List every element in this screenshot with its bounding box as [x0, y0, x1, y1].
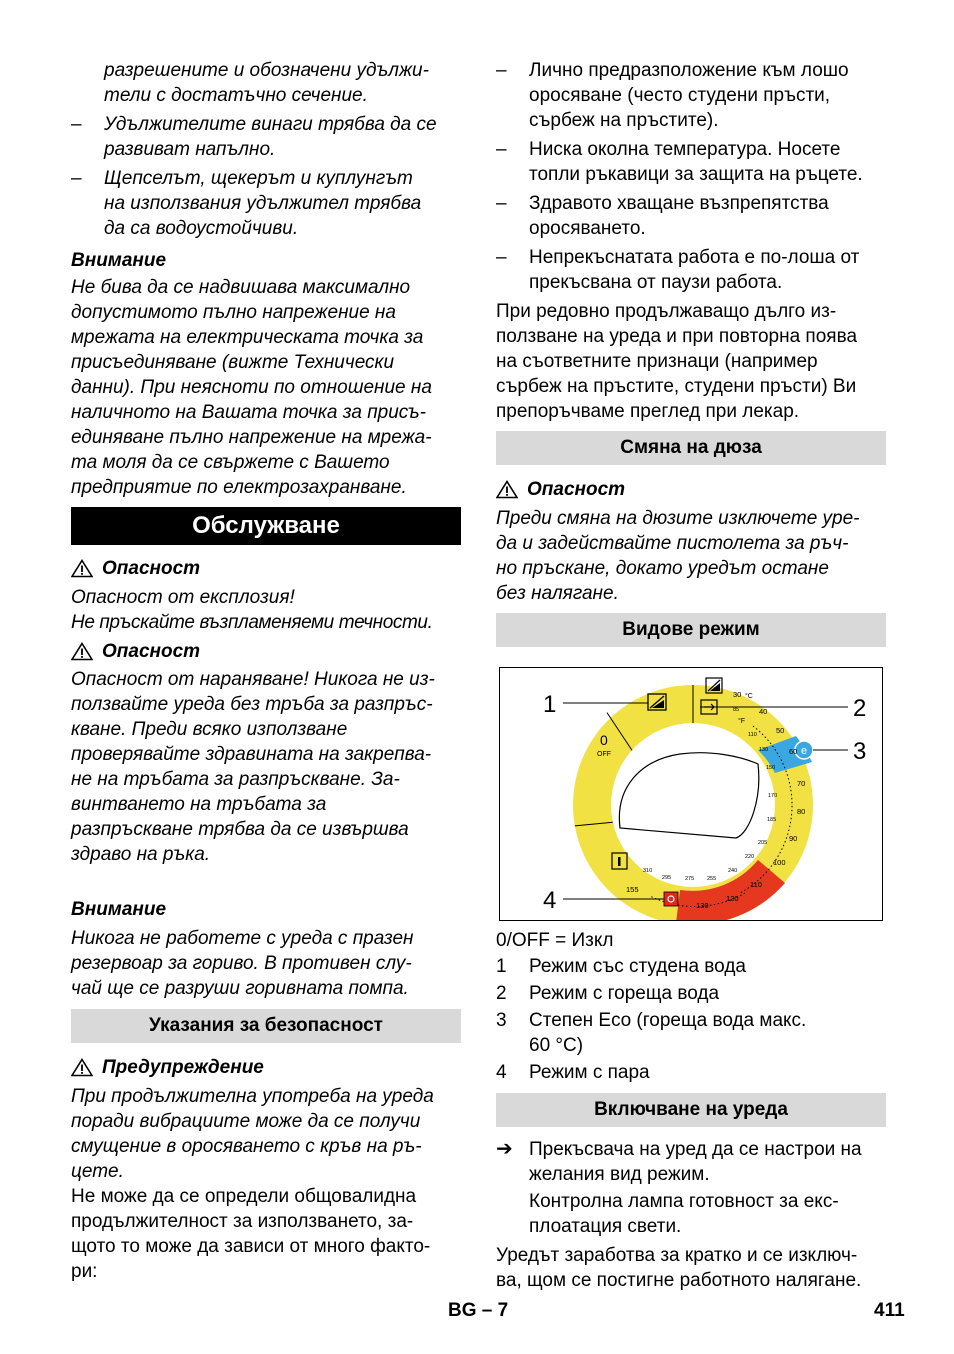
scale-label: 30 — [733, 690, 742, 699]
callout-3: 3 — [853, 738, 867, 765]
warning-text: При продължителна употреба на уреда поради вибрациите може да се получи смущение в оросяването с кръв на ръ- цете. — [71, 1086, 434, 1182]
scale-label: 100 — [773, 858, 786, 867]
scale-label: 90 — [789, 834, 798, 843]
off-digit: 0 — [600, 732, 608, 748]
scale-label: 70 — [797, 779, 806, 788]
left-column — [71, 58, 461, 1284]
scale-label: 275 — [685, 876, 695, 882]
section-heading-safety: Указания за безопасност — [71, 1009, 461, 1043]
body-text: При редовно продължаващо дълго из- ползване на уреда и при повторна поява на съответните признаци (например сърбеж на пръстите, студени пръсти) Ви препоръчваме преглед при лекар. — [496, 301, 858, 422]
mode-selector-diagram — [499, 667, 883, 921]
danger-text: Преди смяна на дюзите изключете уре- да и задействайте пистолета за ръч- но пръскане, докато уредът остане без налягане. — [496, 508, 860, 604]
scale-label: 130 — [759, 747, 769, 753]
warning-triangle-icon — [71, 1058, 93, 1077]
danger-heading: Опасност — [71, 639, 461, 664]
warning-triangle-icon — [71, 642, 93, 661]
scale-label: 60 — [789, 747, 798, 756]
scale-label: 220 — [745, 854, 755, 860]
list-item: – Здравото хващане възпрепятства оросяването. — [496, 191, 886, 241]
scale-label: 80 — [797, 807, 806, 816]
attention-text: Никога не работете с уреда с празен резервоар за гориво. В противен слу- чай ще се разруши горивната помпа. — [71, 928, 414, 999]
danger-heading: Опасност — [71, 556, 461, 581]
right-column — [496, 58, 886, 1293]
scale-label: 155 — [626, 885, 639, 894]
danger-heading: Опасност — [496, 477, 886, 502]
scale-label: 310 — [643, 868, 653, 874]
scale-label: 110 — [748, 732, 757, 738]
attention-title: Внимание — [71, 899, 167, 920]
callout-4: 4 — [543, 887, 557, 914]
legend-item: 2 Режим с гореща вода — [496, 983, 720, 1004]
section-heading-nozzle: Смяна на дюза — [496, 431, 886, 465]
scale-label: 40 — [759, 707, 768, 716]
steam-icon — [664, 892, 678, 906]
celsius-unit: °C — [745, 693, 753, 700]
legend-item: 3 Степен Eco (гореща вода макс. 60 °C) — [496, 1010, 807, 1056]
arrow-right-icon: ➔ — [496, 1138, 513, 1160]
intro-line: разрешените и обозначени удължи- — [104, 60, 429, 81]
danger-text: Опасност от нараняване! Никога не из- ползвайте уреда без тръба за разпръс- кване. Преди всяко използване проверявайте здравината на закрепва- не на тръбата за разпръскване. За- винтването на тръбата за разпръскване трябва да се извършва здраво на ръка. — [71, 669, 435, 865]
callout-1: 1 — [543, 691, 557, 718]
scale-label: 150 — [766, 765, 776, 771]
attention-title: Внимание — [71, 250, 167, 271]
off-label: OFF — [597, 751, 611, 758]
scale-label: 85 — [733, 707, 740, 713]
legend-off: 0/OFF = Изкл — [496, 930, 614, 951]
page-number: 411 — [874, 1300, 905, 1321]
instruction-step: ➔ Прекъсвача на уред да се настрои на желания вид режим. — [496, 1138, 862, 1185]
warning-triangle-icon — [71, 559, 93, 578]
warning-heading: Предупреждение — [71, 1055, 461, 1080]
body-text: Не може да се определи общовалидна продължителност за използването, за- щото то може да зависи от много факто- ри: — [71, 1186, 431, 1282]
scale-label: 170 — [768, 793, 778, 799]
list-item: – Ниска околна температура. Носете топли ръкавици за защита на ръцете. — [496, 137, 886, 187]
list-item: – Лично предразположение към лошо оросяване (често студени пръсти, сърбеж на пръстите). — [496, 58, 886, 133]
footer-section-label: BG – 7 — [448, 1300, 509, 1321]
scale-label: 255 — [707, 876, 717, 882]
section-heading-switch-on: Включване на уреда — [496, 1093, 886, 1127]
mode-dial-illustration — [500, 668, 882, 920]
section-heading-maintenance: Обслужване — [71, 507, 461, 545]
scale-label: 120 — [726, 894, 739, 903]
scale-label: 205 — [758, 840, 768, 846]
list-item: – Удължителите винаги трябва да се развиват напълно. — [71, 112, 461, 162]
scale-label: 185 — [767, 817, 777, 823]
instruction-result: Контролна лампа готовност за екс- плоатация свети. — [529, 1191, 839, 1237]
scale-label: 50 — [776, 726, 785, 735]
danger-text: Опасност от експлозия! Не пръскайте възпламеняеми течности. — [71, 587, 433, 633]
warning-triangle-icon — [496, 480, 518, 499]
attention-text: Не бива да се надвишава максимално допустимото пълно напрежение на мрежата на електрическата точка за присъединяване (вижте Технически данни). При неясноти по отношение на наличното на Вашата точка за присъ- единяване пълно напрежение на мрежа- та моля да се свържете с Вашето предприятие по електрозахранване. — [71, 277, 432, 498]
legend-item: 4 Режим с пара — [496, 1062, 650, 1083]
list-item: – Непрекъснатата работа е по-лоша от прекъсвана от паузи работа. — [496, 245, 886, 295]
legend — [496, 928, 886, 1085]
hot-water-icon — [706, 678, 722, 693]
svg-text:e: e — [800, 745, 808, 757]
list-item: – Щепселът, щекерът и куплунгът на използвания удължител трябва да са водоустойчиви. — [71, 166, 461, 241]
scale-label: 240 — [728, 868, 738, 874]
intro-line: тели с достатъчно сечение. — [104, 85, 368, 106]
section-heading-modes: Видове режим — [496, 613, 886, 647]
scale-label: 295 — [662, 875, 672, 881]
body-text: Уредът заработва за кратко и се изключ- ва, щом се постигне работното налягане. — [496, 1245, 862, 1291]
scale-label: 110 — [750, 880, 762, 889]
callout-2: 2 — [853, 695, 867, 722]
fahrenheit-unit: °F — [738, 718, 746, 725]
legend-item: 1 Режим със студена вода — [496, 956, 746, 977]
scale-label: 130 — [696, 901, 709, 910]
